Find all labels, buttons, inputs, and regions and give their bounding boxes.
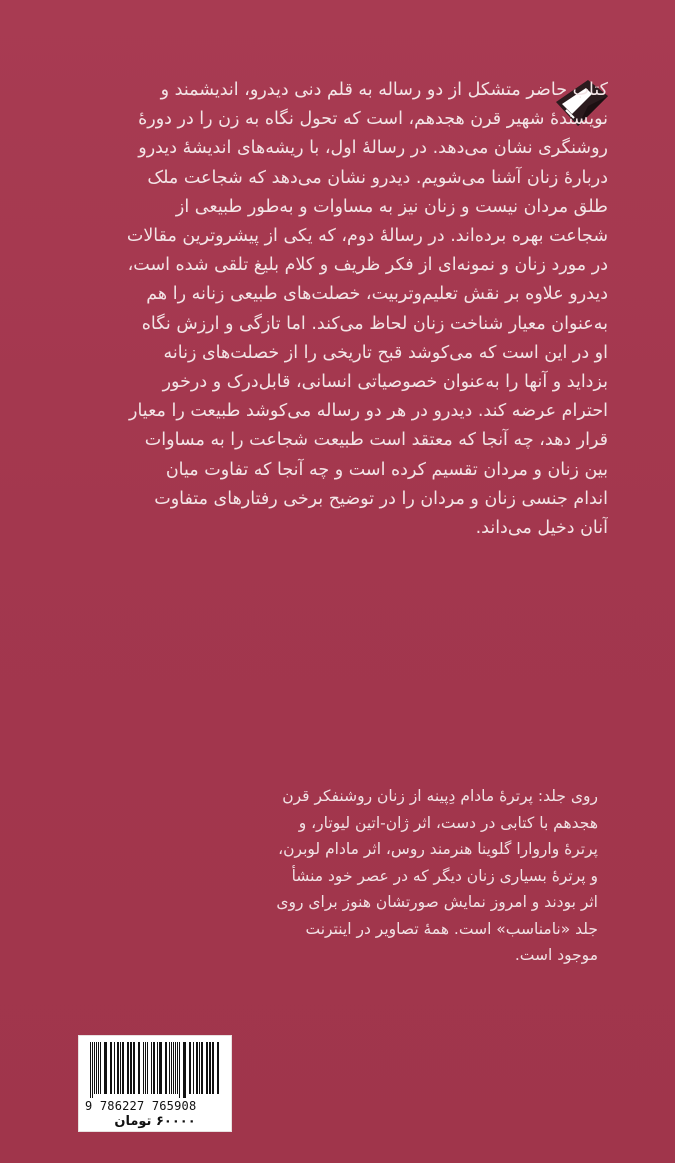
- description-line: کتاب حاضر متشکل از دو رساله به قلم دنی دیدرو، اندیشمند و: [160, 80, 608, 100]
- description-line: احترام عرضه کند. دیدرو در هر دو رساله می‌کوشد طبیعت را معیار: [129, 401, 608, 422]
- barcode-icon: [86, 1042, 224, 1098]
- isbn-number: 9 786227 765908: [85, 1099, 197, 1113]
- description-line: او در این است که می‌کوشد قبح تاریخی را از خصلت‌های زنانه: [163, 342, 608, 363]
- caption-line: جلد «نامناسب» است. همهٔ تصاویر در اینترنت: [305, 919, 598, 938]
- description-line: در مورد زنان و نمونه‌ای از فکر ظریف و کلام بلیغ تلقی شده است،: [127, 255, 608, 276]
- description-line: دیدرو علاوه بر نقش تعلیم‌وتربیت، خصلت‌های طبیعی زنانه را هم: [146, 284, 608, 305]
- description-line: قرار دهد، چه آنجا که معتقد است طبیعت شجاعت را به مساوات: [144, 430, 608, 451]
- caption-line: و پرترهٔ بسیاری زنان دیگر که در عصر خود منشأ: [291, 866, 598, 885]
- price-label: ۶۰۰۰۰ تومان: [114, 1114, 196, 1129]
- description-line: بین زنان و مردان تقسیم کرده است و چه آنجا که تفاوت میان: [165, 459, 608, 480]
- book-description: [90, 76, 608, 543]
- description-line: به‌عنوان معیار شناخت زنان لحاظ می‌کند. اما تازگی و ارزش نگاه: [141, 313, 608, 334]
- caption-line: روی جلد: پرترهٔ مادام دِپینه از زنان روشنفکر قرن: [282, 787, 598, 805]
- isbn-barcode-box: [78, 1035, 232, 1132]
- description-line: دربارهٔ زنان آشنا می‌شویم. دیدرو نشان می‌دهد که شجاعت ملک: [147, 167, 608, 188]
- description-line: طلق مردان نیست و زنان نیز به مساوات و به‌طور طبیعی از: [175, 196, 608, 217]
- caption-line: اثر بودند و امروز نمایش صورتشان هنوز برای روی: [276, 893, 598, 911]
- cover-caption: [78, 783, 598, 969]
- description-line: شجاعت بهره برده‌اند. در رسالهٔ دوم، که یکی از پیشروترین مقالات: [126, 226, 608, 247]
- caption-line: موجود است.: [514, 946, 598, 964]
- description-line: آنان دخیل می‌داند.: [475, 518, 608, 539]
- description-line: بزداید و آنها را به‌عنوان خصوصیاتی انسانی، قابل‌درک و درخور: [162, 372, 608, 393]
- caption-line: هجدهم با کتابی در دست، اثر ژان-اتین لیوتار، و: [298, 813, 598, 832]
- caption-line: پرترهٔ واروارا گلوینا هنرمند روس، اثر مادام لوبرن،: [278, 840, 598, 858]
- description-line: اندام جنسی زنان و مردان را در توضیح برخی رفتارهای متفاوت: [154, 488, 608, 509]
- description-line: نویسندهٔ شهیر قرن هجدهم، است که تحول نگاه به زن را در دورهٔ: [138, 109, 608, 130]
- description-line: روشنگری نشان می‌دهد. در رسالهٔ اول، با ریشه‌های اندیشهٔ دیدرو: [138, 138, 608, 159]
